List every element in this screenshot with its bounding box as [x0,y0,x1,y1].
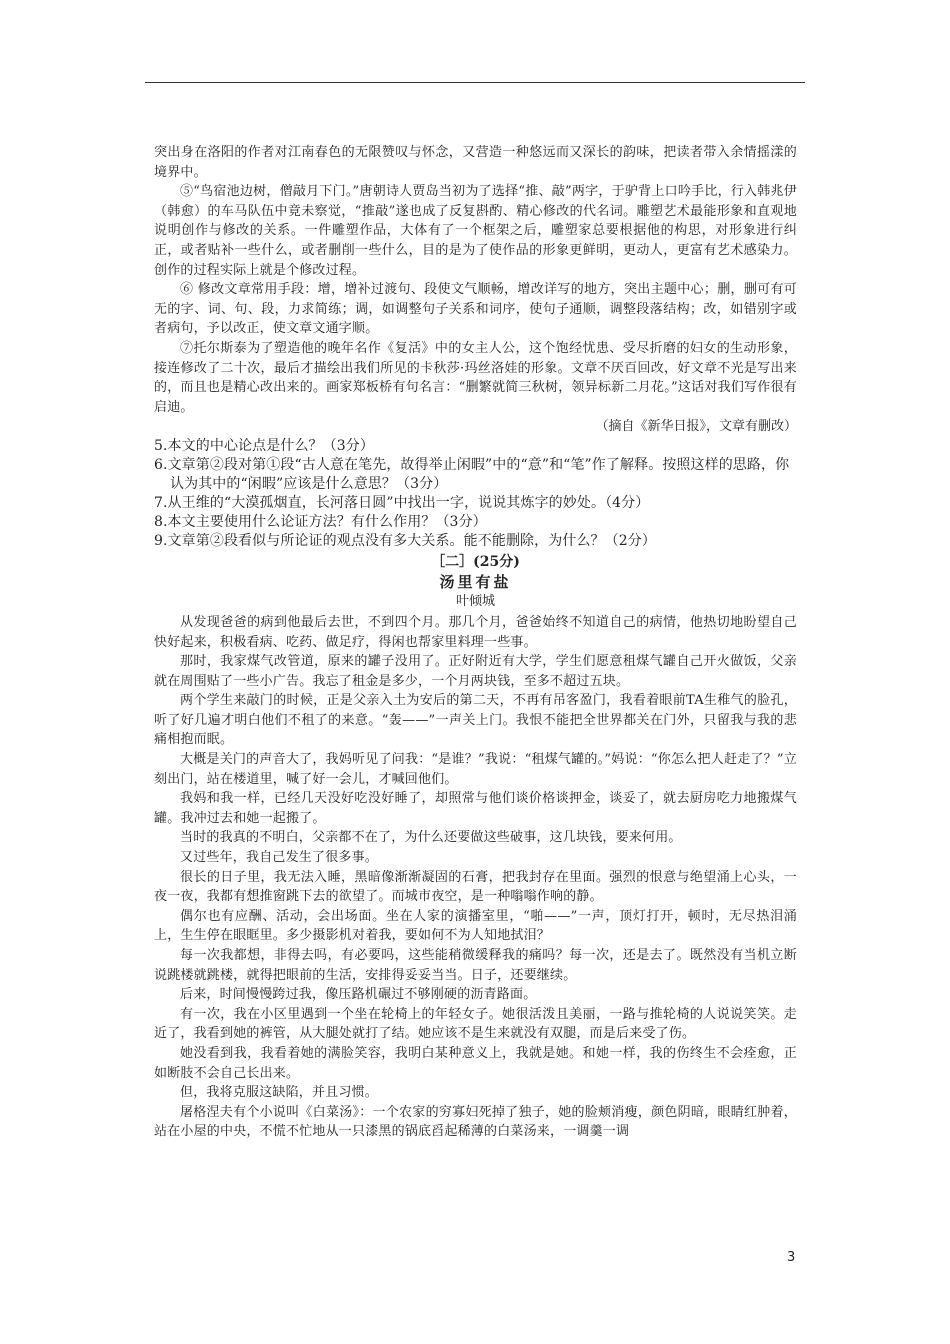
question-9: 9.文章第②段看似与所论证的观点没有多大关系。能不能删除，为什么？（2分） [154,532,656,549]
story-paragraph: 偶尔也有应酬、活动，会出场面。坐在人家的演播室里，“啪——”一声，顶灯打开，顿时，无尽热泪涌上，生生停在眼眶里。多少摄影机对着我，要如何不为人知地拭泪？ [154,908,797,944]
story-paragraph: 当时的我真的不明白，父亲都不在了，为什么还要做这些破事，这几块钱，要来何用。 [180,830,682,846]
page-content [154,143,797,1142]
story-paragraph: 从发现爸爸的病到他最后去世，不到四个月。那几个月，爸爸始终不知道自己的病情，他热切地盼望自己快好起来，积极看病、吃药、做足疗，得闲也帮家里料理一些事。 [154,614,797,650]
story-paragraph: 但，我将克服这缺陷，并且习惯。 [180,1085,379,1101]
story-paragraph: 那时，我家煤气改管道，原来的罐子没用了。正好附近有大学，学生们愿意租煤气罐自己开火做饭，父亲就在周围贴了一些小广告。我忘了租金是多少，一个月两块钱，至多不超过五块。 [154,654,797,689]
story-paragraph: 我妈和我一样，已经几天没好吃没好睡了，却照常与他们谈价格谈押金，谈妥了，就去厨房吃力地搬煤气罐。我冲过去和她一起搬了。 [154,791,797,826]
story-paragraph: 她没看到我，我看着她的满脸笑容，我明白某种意义上，我就是她。和她一样，我的伤终生不会痊愈，正如断肢不会自己长出来。 [154,1045,797,1081]
story-paragraph: 大概是关门的声音大了，我妈听见了问我：“是谁？”我说：“租煤气罐的。”妈说：“你怎么把人赶走了？”立刻出门，站在楼道里，喊了好一会儿，才喊回他们。 [154,752,797,787]
story-paragraph: 后来，时间慢慢跨过我，像压路机碾过不够刚硬的沥青路面。 [180,987,537,1003]
paragraph-7: ⑦托尔斯泰为了塑造他的晚年名作《复活》中的女主人公，这个饱经忧患、受尽折磨的妇女的生动形象，接连修改了二十次，最后才描绘出我们所见的卡秋莎·玛丝洛娃的形象。文章不厌百回改，好文章不光是写出来的，而且也是精心改出来的。画家郑板桥有句名言：“删繁就简三秋树，领异标新二月花。”这话对我们写作很有启迪。 [154,340,797,415]
article-author: 叶倾城 [455,593,495,609]
paragraph-5: ⑤“鸟宿池边树，僧敲月下门。”唐朝诗人贾岛当初为了选择“推、敲”两字，于驴背上口吟手比，行入韩兆伊（韩愈）的车马队伍中竟未察觉，“推敲”遂也成了反复斟酌、精心修改的代名词。雕塑艺术最能形象和直观地说明创作与修改的关系。一件雕塑作品，大体有了一个框架之后，雕塑家总要根据他的构思，对形象进行纠正，或者贴补一些什么，或者删削一些什么，目的是为了使作品的形象更鲜明，更动人，更富有艺术感染力。创作的过程实际上就是个修改过程。 [154,184,797,278]
question-8: 8.本文主要使用什么论证方法？有什么作用？（3分） [154,513,487,530]
page-number: 3 [787,1250,796,1265]
section-heading: ［二］(25分) [431,553,520,570]
paragraph-continuation: 突出身在洛阳的作者对江南春色的无限赞叹与怀念，又营造一种悠远而又深长的韵味，把读者带入余情摇漾的境界中。 [154,145,797,180]
question-6: 6.文章第②段对第①段“古人意在笔先，故得举止闲暇”中的“意”和“笔”作了解释。按照这样的思路，你认为其中的“闲暇”应该是什么意思？（3分） [154,456,790,492]
story-paragraph: 很长的日子里，我无法入睡，黑暗像渐渐凝固的石膏，把我封存在里面。强烈的恨意与绝望涌上心头，一夜一夜，我都有想推窗跳下去的欲望了。而城市夜空，是一种嗡嗡作响的静。 [154,869,797,905]
story-paragraph: 两个学生来敲门的时候，正是父亲入土为安后的第二天，不再有吊客盈门，我看着眼前TA生稚气的脸孔，听了好几遍才明白他们不租了的来意。“轰——”一声关上门。我恨不能把全世界都关在门外，只留我与我的悲痛相抱而眠。 [154,693,797,748]
story-paragraph: 每一次我都想，非得去吗，有必要吗，这些能稍微缓释我的痛吗？每一次，还是去了。既然没有当机立断说跳楼就跳楼，就得把眼前的生活，安排得妥妥当当。日子，还要继续。 [154,948,797,983]
paragraph-6: ⑥ 修改文章常用手段：增，增补过渡句、段使文气顺畅，增改详写的地方，突出主题中心；删，删可有可无的字、词、句、段，力求简练；调，如调整句子关系和词序，使句子通顺，调整段落结构；改，如错别字或者病句，予以改正，使文章文通字顺。 [154,282,797,337]
header-rule [145,82,805,83]
story-paragraph: 又过些年，我自己发生了很多事。 [180,850,379,866]
story-paragraph: 有一次，我在小区里遇到一个坐在轮椅上的年轻女子。她很活泼且美丽，一路与推轮椅的人说说笑笑。走近了，我看到她的裤管，从大腿处就打了结。她应该不是生来就没有双腿，而是后来受了伤。 [154,1006,797,1042]
question-5: 5.本文的中心论点是什么？（3分） [154,437,374,454]
source-note: （摘自《新华日报》，文章有删改） [595,419,797,435]
article-title: 汤里有盐 [439,572,512,591]
question-7: 7.从王维的“大漠孤烟直，长河落日圆”中找出一字，说说其炼字的妙处。（4分） [154,494,650,511]
story-paragraph: 屠格涅夫有个小说叫《白菜汤》：一个农家的穷寡妇死掉了独子，她的脸颊消瘦，颜色阴暗，眼睛红肿着，站在小屋的中央，不慌不忙地从一只漆黑的锅底舀起稀薄的白菜汤来，一调羹一调 [154,1104,797,1140]
